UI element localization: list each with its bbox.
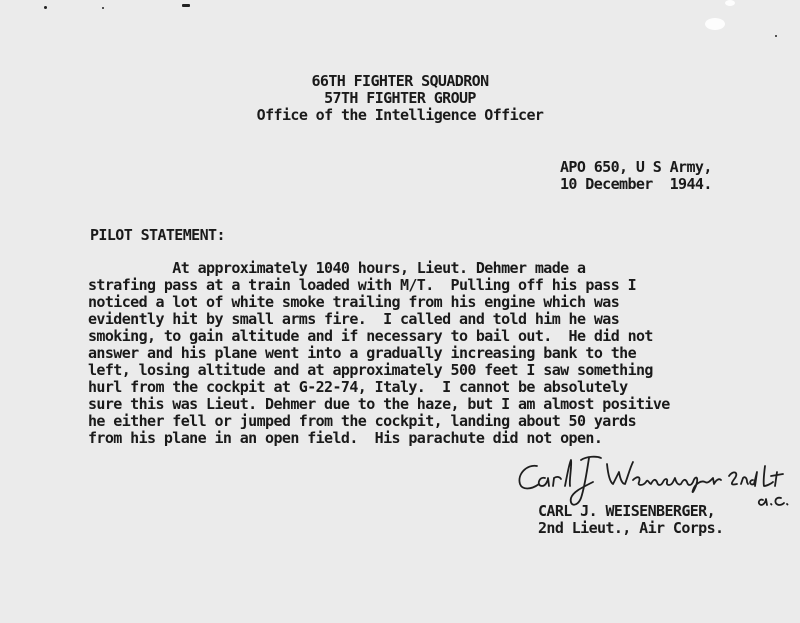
scan-speck bbox=[182, 4, 190, 7]
dateline-location: APO 650, U S Army, bbox=[560, 158, 712, 176]
dateline-date: 10 December 1944. bbox=[560, 175, 712, 193]
body-line: smoking, to gain altitude and if necessary to bail out. He did not bbox=[88, 327, 653, 345]
body-line: he either fell or jumped from the cockpit, landing about 50 yards bbox=[88, 412, 637, 430]
body-line: strafing pass at a train loaded with M/T. Pulling off his pass I bbox=[88, 276, 637, 294]
body-line: answer and his plane went into a gradually increasing bank to the bbox=[88, 344, 637, 362]
body-line: evidently hit by small arms fire. I called and told him he was bbox=[88, 310, 620, 328]
body-line: sure this was Lieut. Dehmer due to the haze, but I am almost positive bbox=[88, 395, 670, 413]
body-line: noticed a lot of white smoke trailing from his engine which was bbox=[88, 293, 620, 311]
typed-signature-name: CARL J. WEISENBERGER, bbox=[538, 502, 716, 520]
typed-signature-rank: 2nd Lieut., Air Corps. bbox=[538, 519, 724, 537]
scan-speck bbox=[102, 7, 104, 9]
header-office: Office of the Intelligence Officer bbox=[256, 106, 544, 124]
statement-title: PILOT STATEMENT: bbox=[90, 226, 225, 244]
scan-speck bbox=[44, 6, 47, 9]
body-line: At approximately 1040 hours, Lieut. Dehmer made a bbox=[88, 259, 586, 277]
header-squadron: 66TH FIGHTER SQUADRON bbox=[311, 72, 489, 90]
scan-blot bbox=[705, 18, 725, 30]
header-group: 57TH FIGHTER GROUP bbox=[324, 89, 476, 107]
body-line: from his plane in an open field. His parachute did not open. bbox=[88, 429, 603, 447]
scan-blot bbox=[725, 0, 735, 6]
body-line: hurl from the cockpit at G-22-74, Italy. I cannot be absolutely bbox=[88, 378, 628, 396]
body-line: left, losing altitude and at approximately 500 feet I saw something bbox=[88, 361, 653, 379]
scan-speck bbox=[775, 35, 777, 37]
